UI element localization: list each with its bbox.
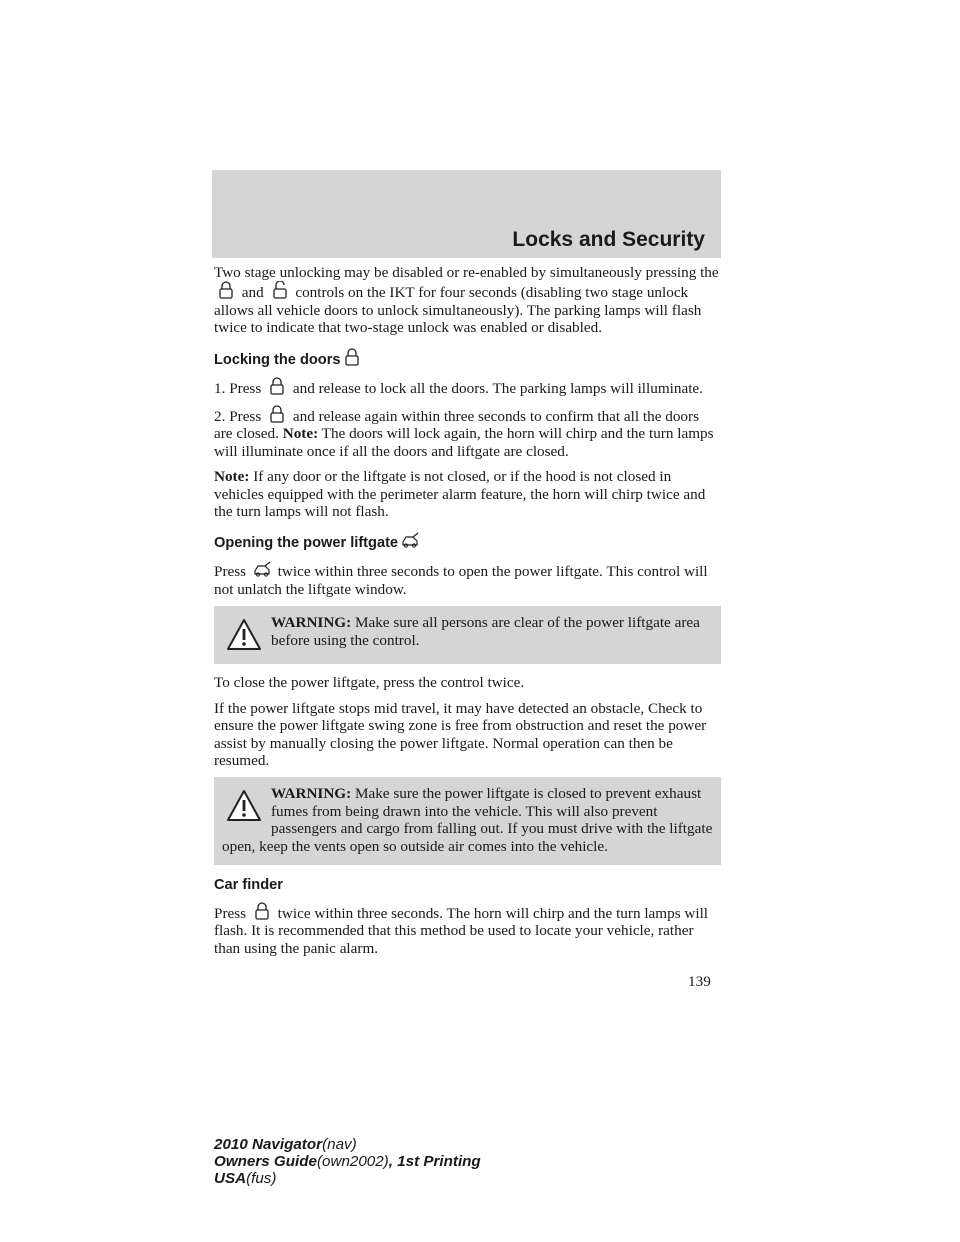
footer-line-2: Owners Guide(own2002), 1st Printing	[214, 1153, 481, 1170]
locking-note: Note: If any door or the liftgate is not closed, or if the hood is not closed in vehicles equipped with the perimeter alarm feature, the horn will chirp twice and the turn lamps will not flash.	[214, 468, 706, 521]
warning-text-2: WARNING: Make sure the power liftgate is closed to prevent exhaust fumes from being drawn into the vehicle. This will also prevent passengers and cargo from falling out. If you must drive with the liftgate open, keep the vents open so outside air comes into the vehicle.	[222, 785, 713, 855]
liftgate-icon	[398, 531, 422, 549]
locking-step-1: 1. Press and release to lock all the doors. The parking lamps will illuminate.	[214, 377, 721, 397]
two-stage-paragraph: Two stage unlocking may be disabled or re-enabled by simultaneously pressing the and controls on the IKT for four seconds (disabling two stage unlock allows all vehicle doors to unlock simultaneously). The parking lamps will flash twice to indicate that two-stage unlock was enabled or disabled.	[214, 264, 719, 337]
lock-icon	[265, 377, 289, 395]
locking-step-2: 2. Press and release again within three seconds to confirm that all the doors are closed. Note: The doors will lock again, the horn will chirp and the turn lamps will illuminate once if all the doors and liftgate are closed.	[214, 405, 721, 460]
footer-line-3: USA(fus)	[214, 1170, 277, 1187]
locking-heading: Locking the doors	[214, 348, 721, 369]
footer	[214, 1136, 481, 1187]
lock-icon	[340, 348, 364, 366]
section-header-bar	[212, 170, 721, 258]
liftgate-heading: Opening the power liftgate	[214, 531, 721, 552]
warning-box-1	[214, 606, 721, 664]
page-content	[214, 264, 721, 965]
section-title: Locks and Security	[512, 228, 705, 251]
unlock-icon	[250, 902, 274, 920]
page-number: 139	[688, 973, 711, 990]
lock-icon	[214, 281, 238, 299]
unlock-icon	[268, 281, 292, 299]
liftgate-open-paragraph: Press twice within three seconds to open the power liftgate. This control will not unlatch the liftgate window.	[214, 560, 721, 598]
car-finder-heading: Car finder	[214, 876, 283, 893]
footer-line-1: 2010 Navigator(nav)	[214, 1136, 357, 1153]
lock-icon	[265, 405, 289, 423]
liftgate-stops-paragraph: If the power liftgate stops mid travel, it may have detected an obstacle, Check to ensure the power liftgate swing zone is free from obstruction and reset the power assist by manually closing the power liftgate. Normal operation can then be resumed.	[214, 699, 707, 769]
warning-triangle-icon	[226, 618, 262, 652]
car-finder-paragraph: Press twice within three seconds. The horn will chirp and the turn lamps will flash. It is recommended that this method be used to locate your vehicle, rather than using the panic alarm.	[214, 902, 721, 957]
liftgate-close-paragraph: To close the power liftgate, press the control twice.	[214, 674, 525, 692]
warning-triangle-icon	[226, 789, 262, 823]
warning-box-2	[214, 777, 721, 865]
liftgate-icon	[250, 560, 274, 578]
warning-text-1: WARNING: Make sure all persons are clear of the power liftgate area before using the control.	[271, 614, 700, 649]
